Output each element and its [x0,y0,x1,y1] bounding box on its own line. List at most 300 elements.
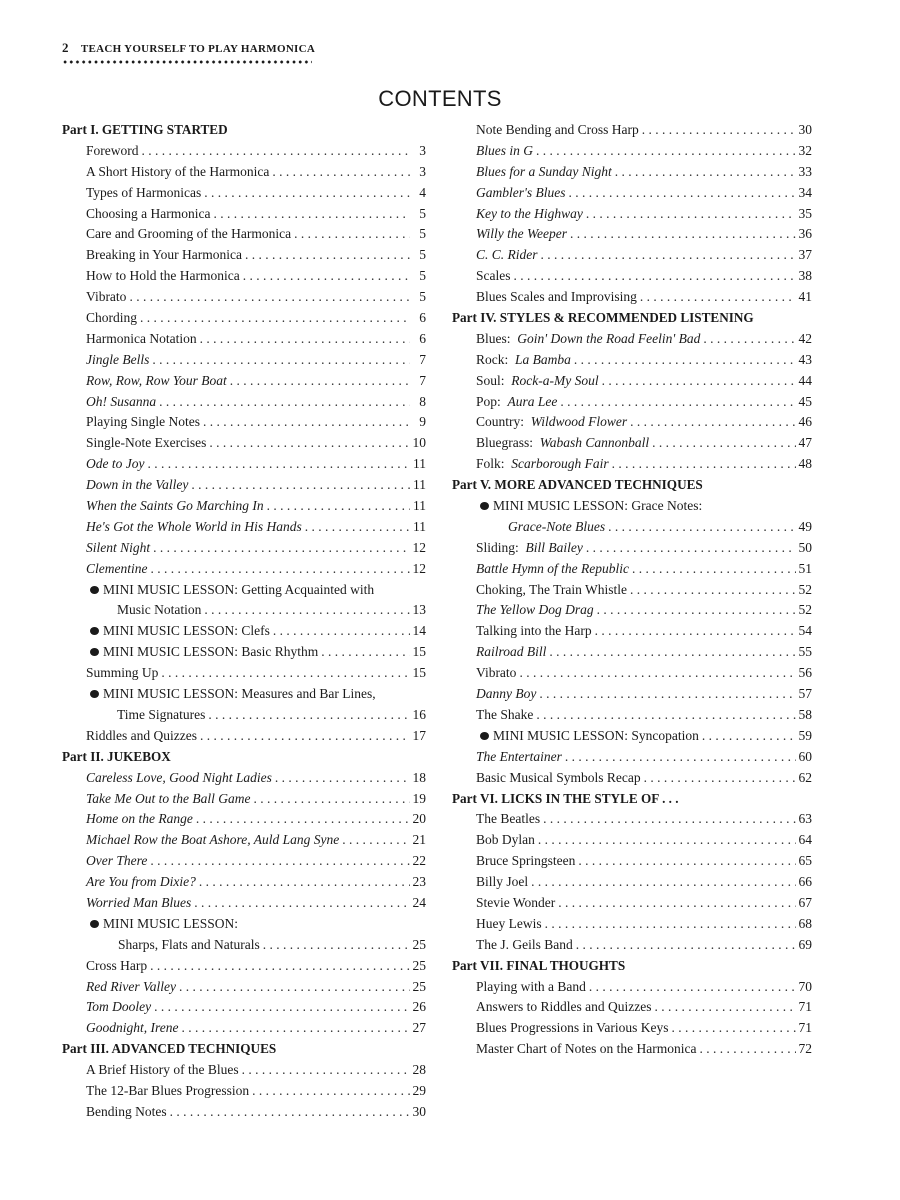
entry-title: Wabash Cannonball [539,435,650,451]
page-ref: 66 [798,874,812,890]
page-ref: 70 [798,978,812,994]
entry-label [476,433,649,454]
page-ref: 7 [419,372,426,388]
dot-leader [536,705,796,726]
part-heading [452,789,812,810]
genre-label: Folk: [476,456,505,472]
page-ref: 64 [798,832,812,848]
page-ref: 8 [419,393,426,409]
page-ref: 19 [412,790,426,806]
entry-label [86,726,197,747]
entry-title: Choosing a Harmonica [86,205,211,221]
toc-column-left [62,120,426,1123]
toc-entry [62,642,426,663]
toc-entry [62,287,426,308]
entry-title: Aura Lee [507,393,558,409]
entry-title: Stevie Wonder [476,894,556,910]
page-ref: 3 [419,142,426,158]
page-ref: 50 [798,539,812,555]
dot-leader [612,454,796,475]
dot-leader [170,1102,410,1123]
entry-label [476,809,540,830]
page-ref: 68 [798,915,812,931]
entry-title: Blues in G [476,142,533,158]
entry-title: Talking into the Harp [476,623,592,639]
entry-title: Down in the Valley [86,477,189,493]
page-ref: 15 [412,644,426,660]
entry-label [86,872,196,893]
dot-leader [208,705,410,726]
page-number: 2 [62,40,69,55]
entry-title: Master Chart of Notes on the Harmonica [476,1041,697,1057]
entry-title: Red River Valley [86,978,176,994]
dot-leader [595,621,796,642]
toc-entry [452,120,812,141]
toc-entry [62,893,426,914]
dot-leader [230,371,410,392]
entry-label [62,747,171,768]
page-ref: 30 [798,122,812,137]
toc-entry [62,559,426,580]
entry-label [86,204,210,225]
page-ref: 35 [798,205,812,221]
entry-label [86,1102,167,1123]
entry-title: Playing Single Notes [86,414,200,430]
entry-label [476,371,599,392]
dot-leader [204,183,410,204]
entry-title: Music Notation [117,602,202,618]
toc-entry [62,684,426,705]
entry-label [508,517,605,538]
entry-label [476,663,516,684]
entry-title: Tom Dooley [86,999,152,1015]
page-ref: 52 [798,602,812,618]
entry-title: Note Bending and Cross Harp [476,122,639,137]
page-ref: 5 [419,268,426,284]
entry-label [476,141,533,162]
entry-title: Part V. MORE ADVANCED TECHNIQUES [452,477,703,493]
toc-entry [452,997,812,1018]
entry-label [476,392,557,413]
dot-leader [630,580,796,601]
toc-entry [452,162,812,183]
entry-label [476,183,566,204]
page-ref: 55 [798,644,812,660]
toc-entry [452,454,812,475]
toc-entry [62,830,426,851]
page-ref: 59 [798,727,812,743]
toc-entry [62,914,426,935]
toc-entry [62,183,426,204]
entry-label [86,663,158,684]
bullet-icon [90,586,99,594]
toc-entry [452,287,812,308]
entry-label [476,997,651,1018]
dot-leader [200,726,410,747]
page-ref: 71 [798,999,812,1015]
entry-title: He's Got the Whole World in His Hands [86,518,302,534]
page-ref: 25 [412,936,426,952]
entry-label [476,559,629,580]
dot-leader [342,830,410,851]
entry-title: Blues Progressions in Various Keys [476,1020,669,1036]
dot-leader [275,768,410,789]
entry-label [86,830,339,851]
page-ref: 44 [798,372,812,388]
entry-label [476,600,594,621]
entry-label [86,412,200,433]
toc-entry [452,517,812,538]
toc-entry [62,329,426,350]
toc-entry [452,538,812,559]
page-ref: 3 [419,163,426,179]
toc-entry [452,329,812,350]
page-ref: 15 [412,665,426,681]
toc-entry [62,956,426,977]
toc-entry [452,350,812,371]
entry-title: Danny Boy [476,686,537,702]
genre-label: Blues: [476,330,511,346]
toc-entry [452,914,812,935]
toc-entry [452,392,812,413]
page-ref: 7 [419,351,426,367]
entry-title: Types of Harmonicas [86,184,202,200]
entry-title: MINI MUSIC LESSON: Grace Notes: [493,498,703,514]
entry-label [86,851,147,872]
entry-title: MINI MUSIC LESSON: Getting Acquainted with [103,581,375,597]
toc-entry [62,935,426,956]
dot-leader [586,538,796,559]
part-heading [452,956,812,977]
toc-entry [62,245,426,266]
dot-leader [150,851,410,872]
dot-leader [608,517,796,538]
page-ref: 23 [412,874,426,890]
page-ref: 42 [798,330,812,346]
entry-label [62,120,228,141]
dot-leader [672,1018,796,1039]
toc-entry [452,204,812,225]
entry-title: Jingle Bells [86,351,150,367]
dot-leader [199,872,410,893]
dot-leader [153,538,410,559]
page-ref: 36 [798,226,812,242]
toc-entry [62,350,426,371]
toc-entry [62,809,426,830]
page-ref: 54 [798,623,812,639]
page-ref: 58 [798,706,812,722]
entry-label [476,705,533,726]
dot-leader [242,1060,410,1081]
entry-title: Part I. GETTING STARTED [62,122,228,137]
entry-label [90,621,270,642]
entry-title: C. C. Rider [476,247,538,263]
entry-title: Vibrato [86,289,127,305]
entry-label [452,956,625,977]
entry-label [86,997,151,1018]
dot-leader [191,475,410,496]
dot-leader [147,454,410,475]
genre-label: Sliding: [476,539,519,555]
entry-label [86,559,147,580]
entry-label [476,580,627,601]
entry-label [86,287,126,308]
entry-label [476,412,627,433]
page-ref: 43 [798,351,812,367]
entry-title: Part III. ADVANCED TECHNIQUES [62,1041,277,1057]
entry-title: Careless Love, Good Night Ladies [86,769,272,785]
dot-leader [644,768,796,789]
page-ref: 60 [798,748,812,764]
toc-entry [62,475,426,496]
entry-label [86,141,139,162]
page-ref: 5 [419,289,426,305]
toc-entry [62,224,426,245]
entry-title: MINI MUSIC LESSON: Clefs [103,623,270,639]
dot-leader [615,162,796,183]
dot-leader [654,997,796,1018]
entry-title: The J. Geils Band [476,936,573,952]
entry-label [90,642,318,663]
entry-title: Care and Grooming of the Harmonica [86,226,292,242]
toc-entry [62,371,426,392]
entry-label [476,120,639,141]
entry-label [476,935,573,956]
entry-label [86,893,191,914]
page-ref: 10 [412,435,426,451]
page-ref: 13 [412,602,426,618]
page-ref: 11 [413,518,426,534]
dot-leader [263,935,410,956]
toc-entry [62,600,426,621]
toc-entry [452,245,812,266]
entry-label [476,266,511,287]
page-ref: 38 [798,268,812,284]
entry-label [86,433,206,454]
dot-leader [652,433,796,454]
toc-entry [452,684,812,705]
page-ref: 14 [412,623,426,639]
dot-leader [154,997,410,1018]
toc-entry [452,872,812,893]
dot-leader [273,621,410,642]
entry-title: MINI MUSIC LESSON: Syncopation [493,727,699,743]
entry-title: Are You from Dixie? [86,874,196,890]
entry-title: Silent Night [86,539,151,555]
toc-entry [452,935,812,956]
entry-title: Goodnight, Irene [86,1020,179,1036]
toc-entry [62,726,426,747]
entry-title: The 12-Bar Blues Progression [86,1082,250,1098]
entry-title: Scarborough Fair [511,456,609,472]
page-ref: 11 [413,477,426,493]
dot-leader [181,1018,410,1039]
entry-label [86,768,272,789]
toc-entry [62,266,426,287]
entry-title: Clementine [86,560,148,576]
toc-entry [452,183,812,204]
bullet-icon [480,732,489,740]
part-heading [452,475,812,496]
entry-title: Michael Row the Boat Ashore, Auld Lang Syne [86,832,340,848]
entry-label [86,1060,239,1081]
entry-label [86,496,264,517]
entry-title: Riddles and Quizzes [86,727,197,743]
entry-label [86,1018,178,1039]
toc-entry [62,872,426,893]
entry-title: Blues for a Sunday Night [476,163,612,179]
dot-leader [159,392,410,413]
toc-entry [62,412,426,433]
dot-leader [203,412,410,433]
entry-title: Blues Scales and Improvising [476,289,637,305]
toc-entry [452,663,812,684]
toc-entry [62,663,426,684]
page-ref: 9 [419,414,426,430]
toc-entry [452,642,812,663]
entry-label [86,392,156,413]
entry-label [86,475,188,496]
dot-leader [569,183,796,204]
page-ref: 11 [413,498,426,514]
entry-title: Single-Note Exercises [86,435,207,451]
page-ref: 41 [798,289,812,305]
page-ref: 45 [798,393,812,409]
page-ref: 33 [798,163,812,179]
entry-title: Rock-a-My Soul [511,372,599,388]
entry-title: MINI MUSIC LESSON: Basic Rhythm [103,644,319,660]
toc-entry [62,580,426,601]
dot-leader [142,141,411,162]
dot-leader [140,308,410,329]
entry-title: Bruce Springsteen [476,853,576,869]
entry-title: Sharps, Flats and Naturals [118,936,260,952]
dot-leader [630,412,796,433]
dot-leader [519,663,796,684]
entry-label [476,287,637,308]
entry-title: Foreword [86,142,139,158]
entry-title: Goin' Down the Road Feelin' Bad [517,330,701,346]
entry-label [476,204,583,225]
page-ref: 30 [412,1103,426,1119]
toc-entry [452,224,812,245]
entry-label [476,350,571,371]
dot-leader [150,559,410,580]
toc-entry [452,726,812,747]
entry-label [117,705,205,726]
toc-entry [62,538,426,559]
dot-leader [558,893,796,914]
page-title: CONTENTS [378,86,502,111]
entry-title: Bob Dylan [476,832,535,848]
entry-label [476,245,538,266]
entry-label [476,162,612,183]
toc-entry [452,851,812,872]
entry-label [86,162,269,183]
toc-entry [452,830,812,851]
entry-label [86,977,176,998]
entry-title: Summing Up [86,665,159,681]
entry-title: Cross Harp [86,957,148,973]
page-ref: 67 [798,894,812,910]
entry-title: The Shake [476,706,534,722]
dot-leader [152,350,410,371]
entry-label [452,475,703,496]
page-ref: 47 [798,435,812,451]
entry-title: A Brief History of the Blues [86,1062,239,1078]
entry-label [480,496,702,517]
toc-entry [62,392,426,413]
entry-title: Harmonica Notation [86,330,197,346]
toc-entry [62,204,426,225]
page-ref: 21 [412,832,426,848]
dot-leader [702,726,796,747]
entry-label [86,517,302,538]
entry-label [86,1081,249,1102]
genre-label: Rock: [476,351,509,367]
dot-leader [586,204,796,225]
dot-leader [703,329,796,350]
dot-leader [129,287,410,308]
entry-title: Choking, The Train Whistle [476,581,628,597]
toc-entry [62,851,426,872]
page-ref: 29 [412,1082,426,1098]
entry-label [90,684,376,705]
entry-title: Huey Lewis [476,915,542,931]
page-ref: 25 [412,957,426,973]
dot-leader [699,1039,796,1060]
entry-label [86,266,240,287]
entry-label [86,329,197,350]
toc-entry [452,412,812,433]
entry-title: Part VI. LICKS IN THE STYLE OF . . . [452,790,679,806]
entry-label [86,538,150,559]
dot-leader [531,872,796,893]
page-ref: 22 [412,853,426,869]
entry-title: Battle Hymn of the Republic [476,560,629,576]
dot-leader [272,162,410,183]
dot-leader [536,141,796,162]
page-ref: 17 [412,727,426,743]
entry-label [117,600,201,621]
bullet-icon [90,920,99,928]
entry-label [86,183,201,204]
entry-label [86,956,147,977]
entry-label [86,245,242,266]
dot-leader [253,789,410,810]
entry-label [476,454,609,475]
toc-entry [62,1081,426,1102]
entry-title: MINI MUSIC LESSON: [103,915,239,931]
toc-entry [62,141,426,162]
entry-label [476,1039,696,1060]
entry-label [86,350,149,371]
page-ref: 12 [412,560,426,576]
entry-label [476,1018,669,1039]
bullet-icon [90,648,99,656]
entry-title: How to Hold the Harmonica [86,268,240,284]
entry-title: Worried Man Blues [86,894,192,910]
entry-label [480,726,699,747]
entry-title: Vibrato [476,665,517,681]
dot-leader [602,371,796,392]
entry-label [90,914,238,935]
page-ref: 65 [798,853,812,869]
page-ref: 62 [798,769,812,785]
page-ref: 5 [419,247,426,263]
page-ref: 71 [798,1020,812,1036]
toc-entry [62,433,426,454]
